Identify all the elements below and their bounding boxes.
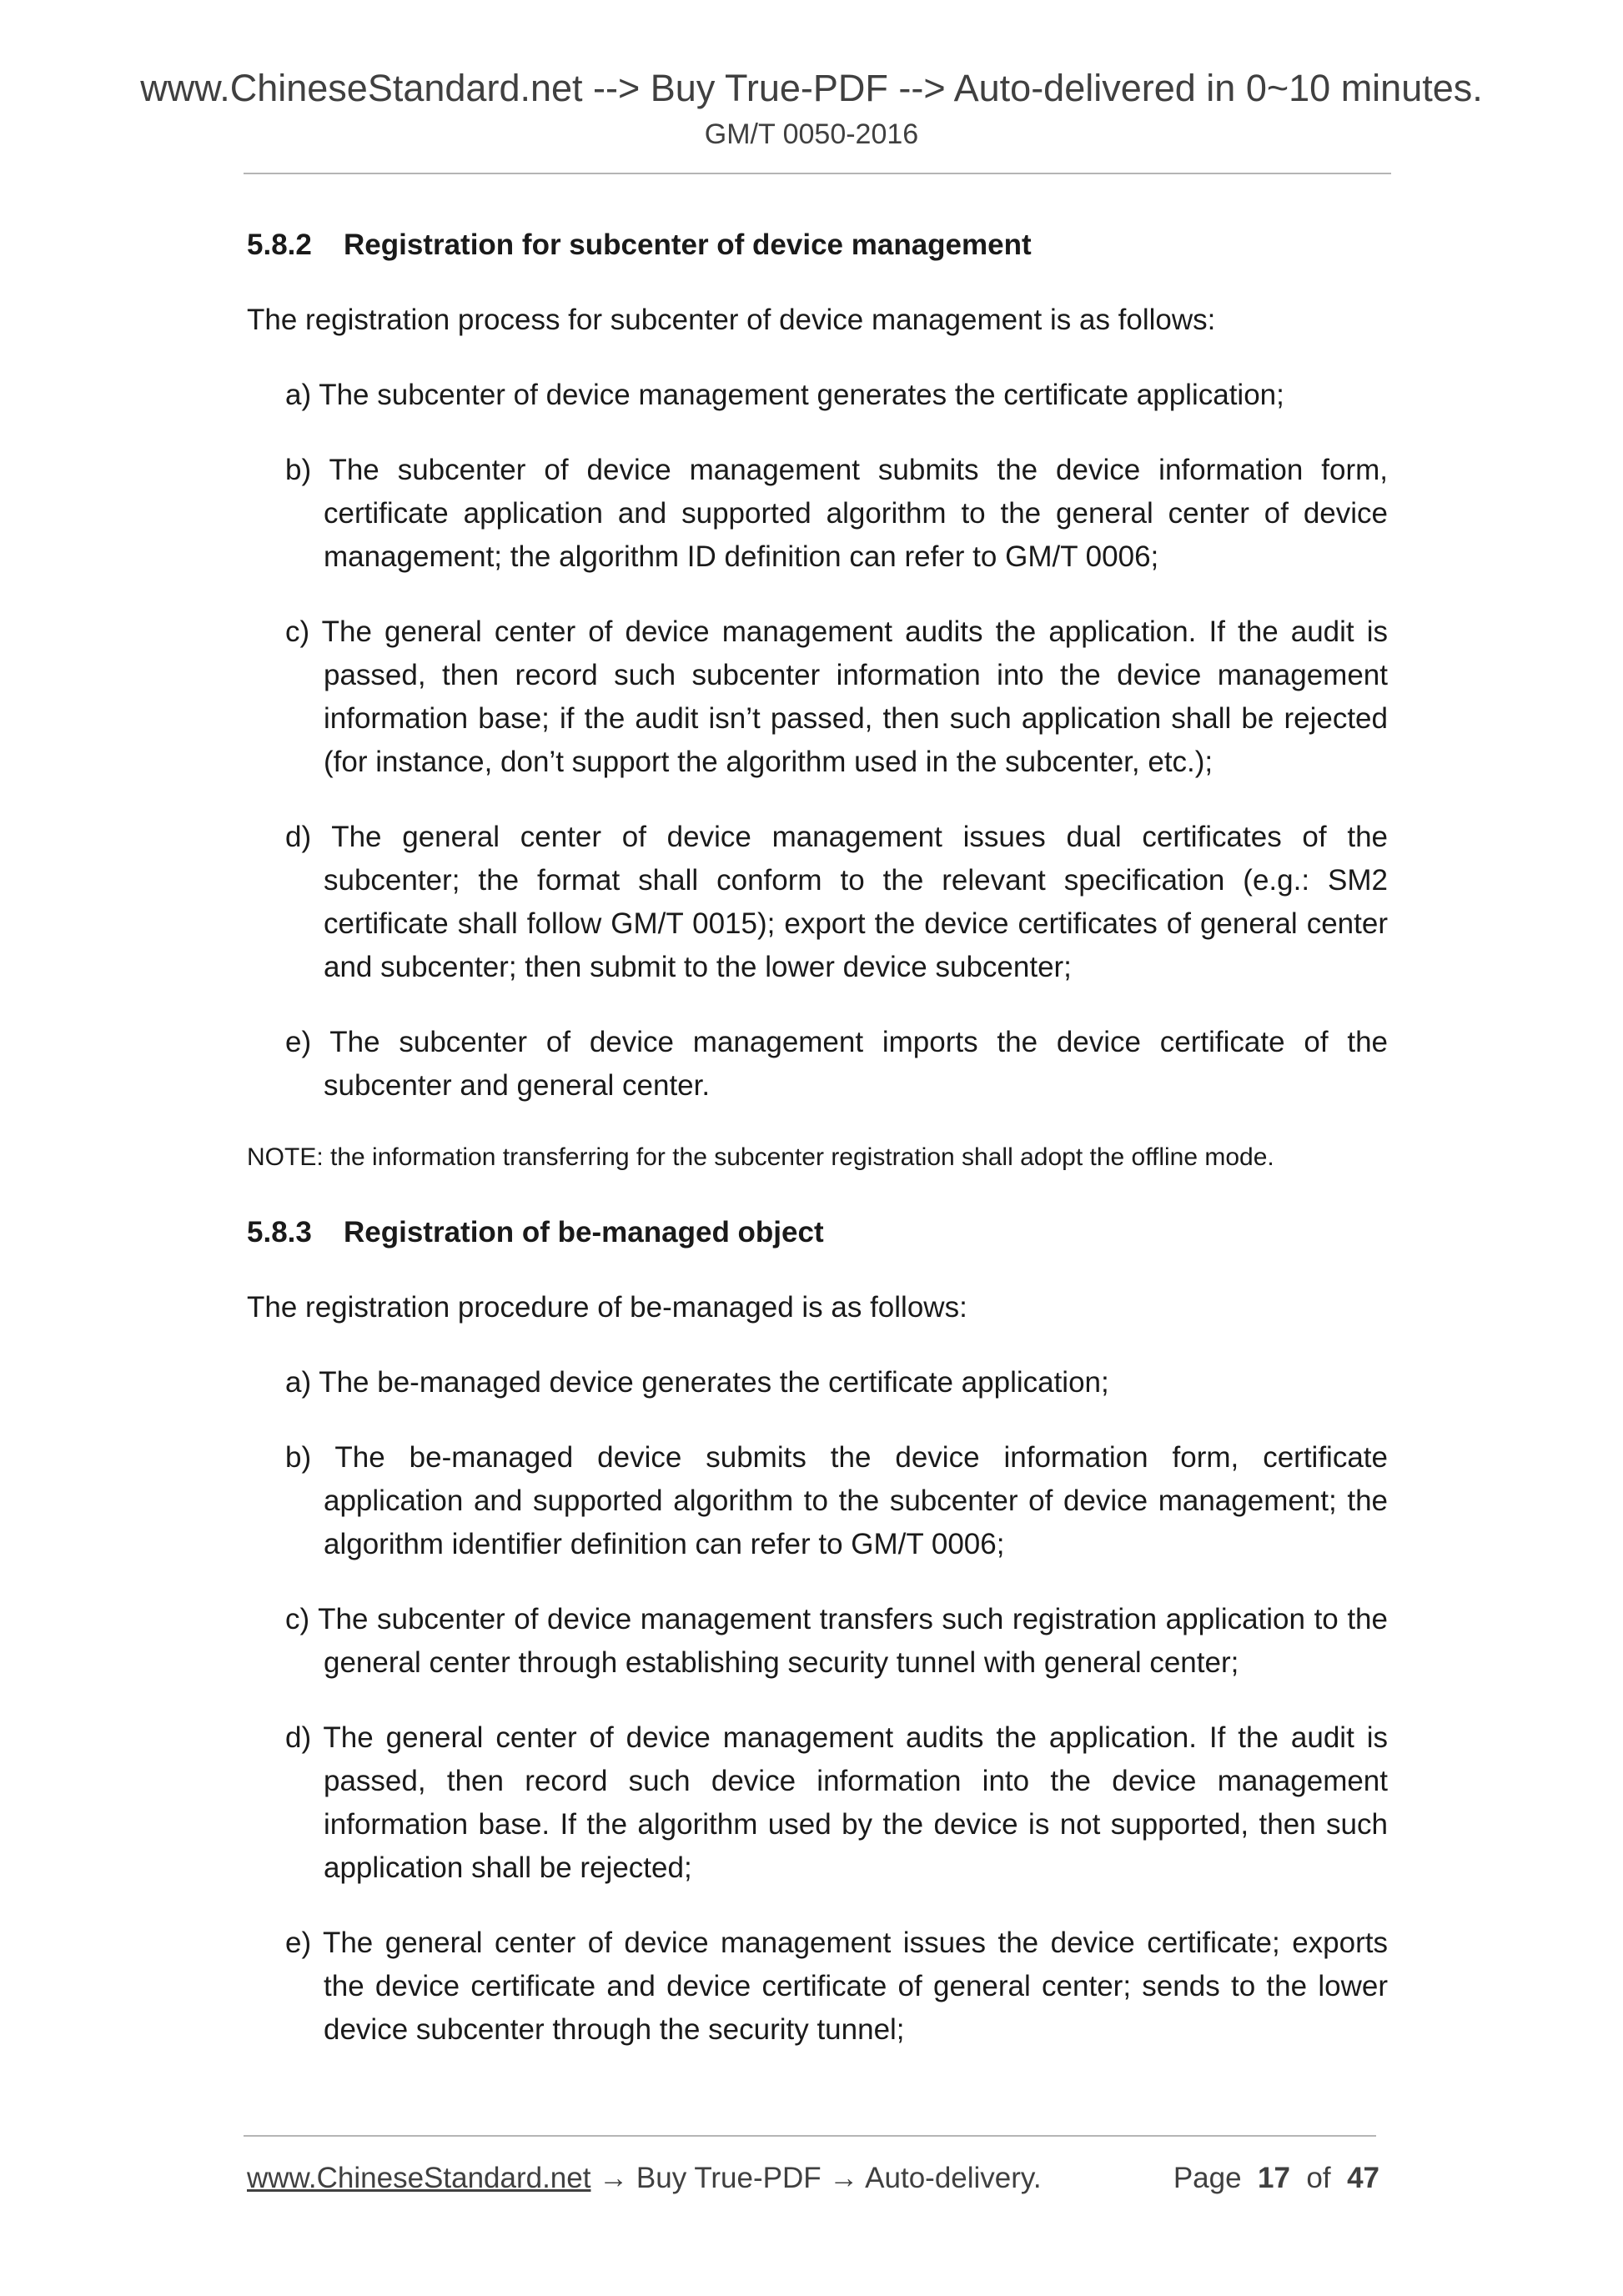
list-item: c) The general center of device management audits the application. If the audit is passed, then record such subcenter information into the device management information base; if the audit isn’t passed, then such application shall be rejected (for instance, don’t support the algorithm used in the subcenter, etc.); bbox=[285, 615, 1388, 778]
page-label: Page bbox=[1173, 2162, 1242, 2194]
section-heading-5-8-3 bbox=[247, 1211, 1388, 1254]
list-item: e) The general center of device management issues the device certificate; exports the device certificate and device certificate of general center; sends to the lower device subcenter through the security tunnel; bbox=[285, 1927, 1388, 2046]
section-intro: The registration procedure of be-managed is as follows: bbox=[247, 1291, 967, 1324]
section-title: Registration for subcenter of device management bbox=[344, 229, 1032, 261]
list-item: b) The subcenter of device management submits the device information form, certificate application and supported algorithm to the general center of device management; the algorithm ID definition can refer to GM/T 0006; bbox=[285, 454, 1388, 573]
list-item: b) The be-managed device submits the device information form, certificate application and supported algorithm to the subcenter of device management; the algorithm identifier definition can refer to GM/T 0006; bbox=[285, 1441, 1388, 1560]
document-body bbox=[247, 224, 1388, 2083]
list-item: e) The subcenter of device management imports the device certificate of the subcenter and general center. bbox=[285, 1026, 1388, 1102]
page-number: 17 bbox=[1258, 2162, 1290, 2194]
section-intro: The registration process for subcenter of device management is as follows: bbox=[247, 304, 1216, 336]
of-label: of bbox=[1306, 2162, 1331, 2194]
page-indicator bbox=[1173, 2158, 1379, 2198]
total-pages: 47 bbox=[1347, 2162, 1379, 2194]
site-link[interactable]: www.ChineseStandard.net bbox=[247, 2162, 591, 2194]
procedure-list bbox=[247, 1361, 1388, 2052]
section-number: 5.8.2 bbox=[247, 229, 312, 261]
header-divider bbox=[244, 173, 1391, 174]
section-number: 5.8.3 bbox=[247, 1216, 312, 1248]
list-item: d) The general center of device management issues dual certificates of the subcenter; the format shall conform to the relevant specification (e.g.: SM2 certificate shall follow GM/T 0015); export the device certificates of general center and subcenter; then submit to the lower device subcenter; bbox=[285, 821, 1388, 983]
section-heading-5-8-2 bbox=[247, 224, 1388, 267]
procedure-list bbox=[247, 374, 1388, 1108]
list-item: c) The subcenter of device management transfers such registration application to the general center through establishing security tunnel with general center; bbox=[285, 1603, 1388, 1679]
header-standard-code: GM/T 0050-2016 bbox=[704, 118, 919, 150]
list-item: a) The be-managed device generates the certificate application; bbox=[285, 1366, 1109, 1399]
section-title: Registration of be-managed object bbox=[344, 1216, 824, 1248]
page-footer bbox=[247, 2158, 1379, 2198]
footer-links bbox=[247, 2158, 1042, 2198]
section-note: NOTE: the information transferring for the subcenter registration shall adopt the offline mode. bbox=[247, 1143, 1274, 1171]
page-header bbox=[0, 65, 1623, 153]
list-item: d) The general center of device management audits the application. If the audit is passed, then record such device information into the device management information base. If the algorithm used by the device is not supported, then such application shall be rejected; bbox=[285, 1721, 1388, 1884]
footer-links-text: → Buy True-PDF → Auto-delivery. bbox=[590, 2162, 1042, 2194]
footer-divider bbox=[244, 2135, 1376, 2137]
list-item: a) The subcenter of device management generates the certificate application; bbox=[285, 379, 1284, 411]
header-banner: www.ChineseStandard.net --> Buy True-PDF --> Auto-delivered in 0~10 minutes. bbox=[140, 67, 1483, 109]
